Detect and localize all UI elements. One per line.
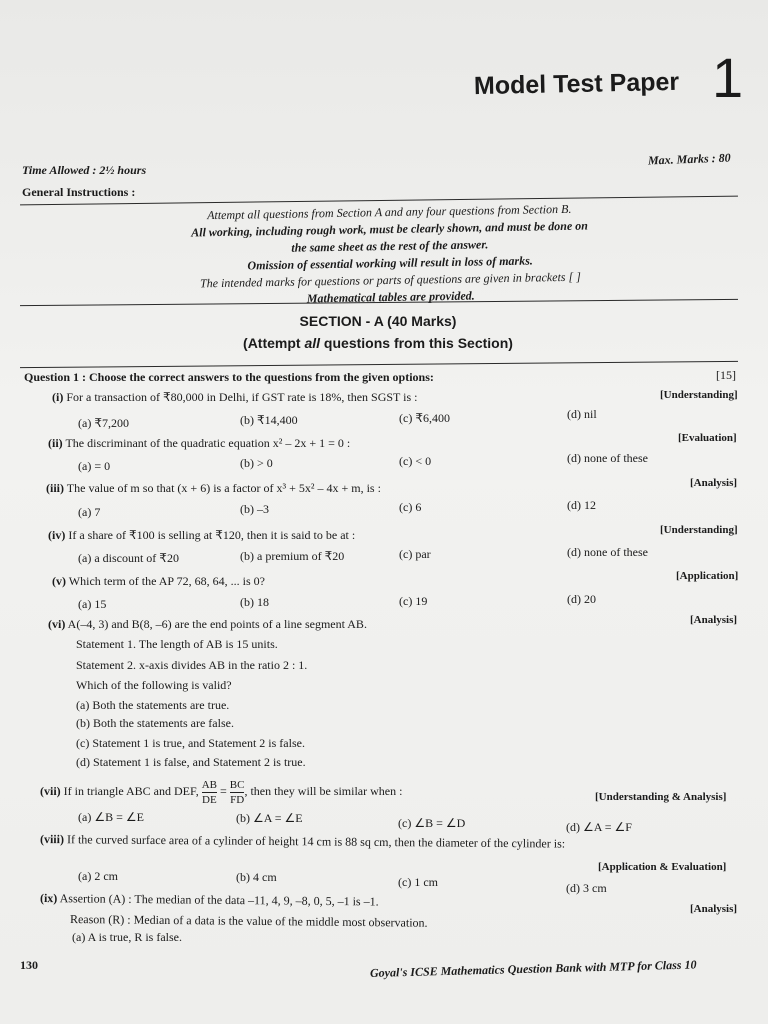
option: (b) 4 cm [236, 870, 277, 884]
fraction: $\frac{BC}{FD}$ [229, 778, 245, 806]
option: (d) nil [567, 407, 597, 421]
instruction-line: The intended marks for questions or parts of questions are given in brackets [ ] [199, 269, 581, 291]
general-instructions-heading: General Instructions : [22, 185, 136, 199]
option: (b) –3 [240, 502, 269, 516]
section-a-heading [20, 305, 736, 363]
question-item: (viii) If the curved surface area of a cylinder of height 14 cm is 88 sq cm, then the diameter of the cylinder is: [39, 832, 566, 851]
question-item: (vi) A(–4, 3) and B(8, –6) are the end points of a line segment AB. [48, 617, 367, 631]
skill-tag: [Understanding & Analysis] [595, 791, 727, 803]
option: (a) 15 [78, 597, 107, 611]
instruction-line: Omission of essential working will result in loss of marks. [247, 253, 533, 273]
option: (d) none of these [567, 451, 648, 465]
skill-tag: [Application] [676, 570, 739, 582]
option: (a) ₹7,200 [78, 416, 129, 430]
option: (a) Both the statements are true. [76, 698, 230, 712]
skill-tag: [Understanding] [660, 524, 738, 536]
instruction-line: All working, including rough work, must be clearly shown, and must be done on [191, 218, 589, 240]
question-item: (i) For a transaction of ₹80,000 in Delhi, if GST rate is 18%, then SGST is : [52, 390, 418, 404]
max-marks: Max. Marks : 80 [647, 150, 731, 168]
page-number: 130 [20, 958, 38, 972]
skill-tag: [Analysis] [690, 614, 738, 626]
option: (d) ∠A = ∠F [566, 820, 632, 834]
question-item: (ii) The discriminant of the quadratic equation x² – 2x + 1 = 0 : [48, 436, 351, 450]
book-title: Goyal's ICSE Mathematics Question Bank with MTP for Class 10 [369, 957, 697, 980]
option: (a) 2 cm [78, 869, 118, 883]
option: (d) 3 cm [566, 881, 607, 895]
question-item: (iv) If a share of ₹100 is selling at ₹120, then it is said to be at : [48, 528, 356, 542]
option: (b) ₹14,400 [240, 413, 298, 427]
option: (b) a premium of ₹20 [240, 549, 345, 563]
question-item: (vii) If in triangle ABC and DEF, $\frac{AB}{DE}$ = $\frac{BC}{FD}$ , then they will be similar when : [40, 778, 403, 806]
option: (c) Statement 1 is true, and Statement 2 is false. [76, 736, 305, 750]
paper-number: 1 [712, 46, 744, 109]
question-item: (v) Which term of the AP 72, 68, 64, ... is 0? [52, 574, 265, 588]
skill-tag: [Analysis] [690, 903, 738, 915]
skill-tag: [Analysis] [690, 477, 738, 489]
option: (d) 20 [567, 592, 596, 606]
instructions-block [139, 200, 641, 311]
option: (c) par [399, 547, 431, 561]
option: (b) Both the statements are false. [76, 716, 234, 730]
option: (c) ₹6,400 [399, 411, 450, 425]
question-heading: Question 1 : Choose the correct answers to the questions from the given options: [24, 370, 434, 384]
option: (b) > 0 [240, 456, 273, 470]
option: (b) 18 [240, 595, 269, 609]
instruction-line: the same sheet as the rest of the answer. [291, 237, 489, 255]
page-title: Model Test Paper [473, 67, 680, 101]
skill-tag: [Understanding] [660, 389, 738, 401]
option: (c) ∠B = ∠D [398, 816, 466, 830]
statement-2: Statement 2. x-axis divides AB in the ratio 2 : 1. [76, 658, 308, 672]
skill-tag: [Application & Evaluation] [598, 861, 727, 873]
option: (a) 7 [78, 505, 101, 519]
instruction-line: Mathematical tables are provided. [306, 288, 475, 306]
section-subtitle: (Attempt all questions from this Section) [243, 335, 513, 351]
option: (b) ∠A = ∠E [236, 811, 303, 825]
option: (a) A is true, R is false. [72, 930, 182, 944]
fraction: $\frac{AB}{DE}$ [201, 778, 217, 806]
option: (c) 19 [399, 594, 428, 608]
question-marks: [15] [716, 368, 736, 382]
option: (d) Statement 1 is false, and Statement 2 is true. [76, 755, 306, 769]
question-prompt: Which of the following is valid? [76, 678, 232, 692]
option: (a) a discount of ₹20 [78, 551, 179, 565]
option: (c) 6 [399, 500, 422, 514]
question-item: (ix) Assertion (A) : The median of the data –11, 4, 9, –8, 0, 5, –1 is –1. [39, 891, 379, 909]
question-item: (iii) The value of m so that (x + 6) is a factor of x³ + 5x² – 4x + m, is : [46, 481, 381, 495]
option: (d) 12 [567, 498, 596, 512]
section-title: SECTION - A (40 Marks) [299, 313, 457, 329]
option: (d) none of these [567, 545, 648, 559]
statement-1: Statement 1. The length of AB is 15 units. [76, 637, 278, 651]
option: (a) ∠B = ∠E [78, 810, 144, 824]
option: (c) < 0 [399, 454, 432, 468]
reason: Reason (R) : Median of a data is the value of the middle most observation. [69, 912, 428, 930]
option: (a) = 0 [78, 459, 111, 473]
skill-tag: [Evaluation] [678, 432, 737, 444]
option: (c) 1 cm [398, 875, 438, 889]
time-allowed: Time Allowed : 2½ hours [22, 163, 147, 177]
instruction-line: Attempt all questions from Section A and any four questions from Section B. [206, 201, 572, 223]
